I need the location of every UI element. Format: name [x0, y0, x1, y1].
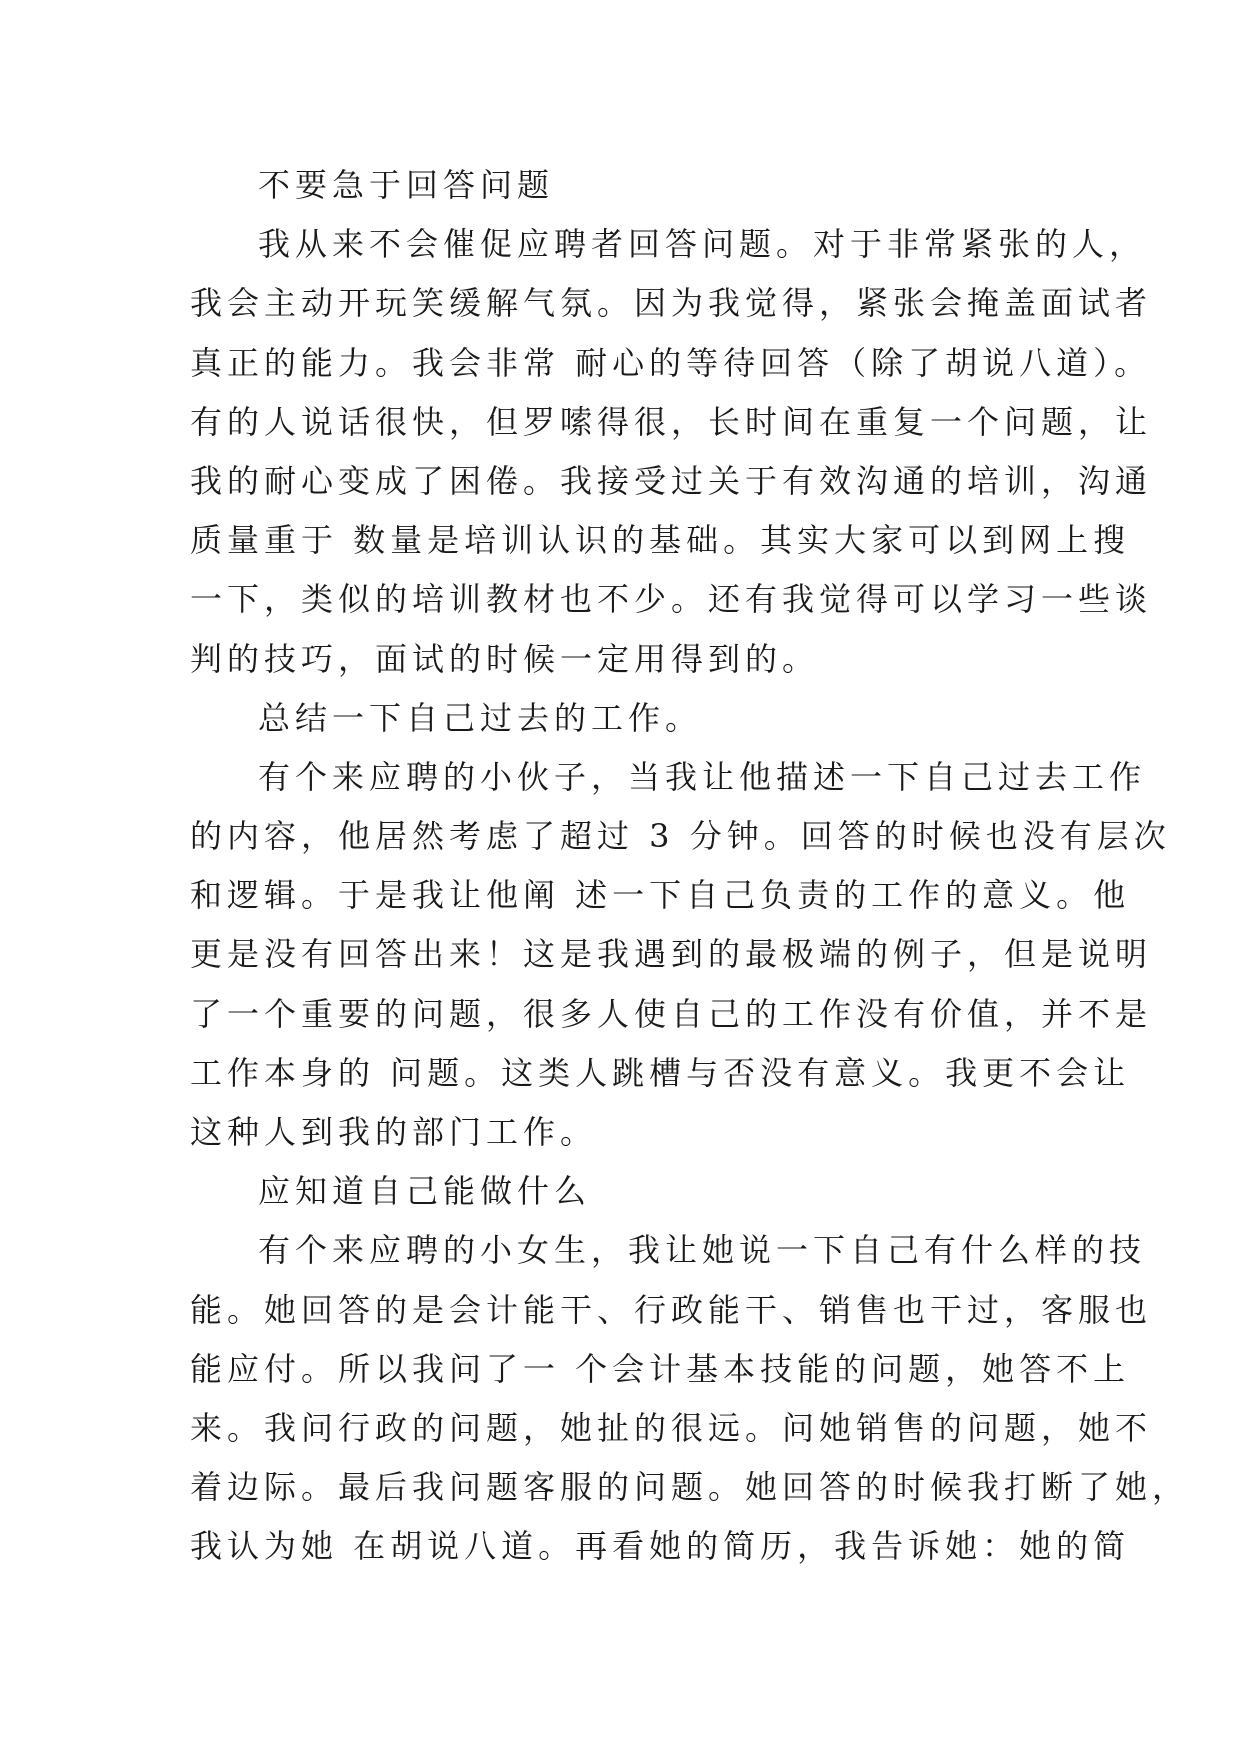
- paragraph-line: 有的人说话很快，但罗嗦得很，长时间在重复一个问题，让: [190, 402, 1153, 441]
- paragraph-line: 有个来应聘的小女生，我让她说一下自己有什么样的技: [258, 1231, 1147, 1270]
- paragraph-line: 和逻辑。于是我让他阐 述一下自己负责的工作的意义。他: [190, 876, 1131, 915]
- paragraph-line: 能。她回答的是会计能干、行政能干、销售也干过，客服也: [190, 1290, 1153, 1329]
- paragraph-line: 质量重于 数量是培训认识的基础。其实大家可以到网上搜: [190, 521, 1131, 560]
- paragraph-line: 来。我问行政的问题，她扯的很远。问她销售的问题，她不: [190, 1408, 1153, 1447]
- paragraph-line: 能应付。所以我问了一 个会计基本技能的问题，她答不上: [190, 1349, 1131, 1388]
- article-body: [190, 156, 1190, 1577]
- paragraph-line: 判的技巧，面试的时候一定用得到的。: [190, 639, 820, 678]
- paragraph-line: 我的耐心变成了困倦。我接受过关于有效沟通的培训，沟通: [190, 461, 1153, 500]
- paragraph-line: 了一个重要的问题，很多人使自己的工作没有价值，并不是: [190, 994, 1153, 1033]
- paragraph-line: 更是没有回答出来！这是我遇到的最极端的例子，但是说明: [190, 935, 1153, 974]
- paragraph-line: 工作本身的 问题。这类人跳槽与否没有意义。我更不会让: [190, 1053, 1131, 1092]
- paragraph-line: 有个来应聘的小伙子，当我让他描述一下自己过去工作: [258, 757, 1147, 796]
- paragraph-line: 着边际。最后我问题客服的问题。她回答的时候我打断了她，: [190, 1468, 1190, 1507]
- paragraph-line: 我认为她 在胡说八道。再看她的简历，我告诉她：她的简: [190, 1527, 1131, 1566]
- paragraph-line: 真正的能力。我会非常 耐心的等待回答（除了胡说八道）。: [190, 343, 1152, 382]
- heading-summarize-work: 总结一下自己过去的工作。: [258, 698, 703, 737]
- paragraph-line: 的内容，他居然考虑了超过 3 分钟。回答的时候也没有层次: [190, 817, 1171, 856]
- paragraph-line: 一下，类似的培训教材也不少。还有我觉得可以学习一些谈: [190, 580, 1153, 619]
- paragraph-line: 我会主动开玩笑缓解气氛。因为我觉得，紧张会掩盖面试者: [190, 284, 1153, 323]
- heading-dont-rush: 不要急于回答问题: [258, 166, 555, 204]
- paragraph-line: 我从来不会催促应聘者回答问题。对于非常紧张的人，: [258, 225, 1147, 264]
- paragraph-line: 这种人到我的部门工作。: [190, 1113, 598, 1151]
- heading-know-your-skills: 应知道自己能做什么: [258, 1172, 592, 1211]
